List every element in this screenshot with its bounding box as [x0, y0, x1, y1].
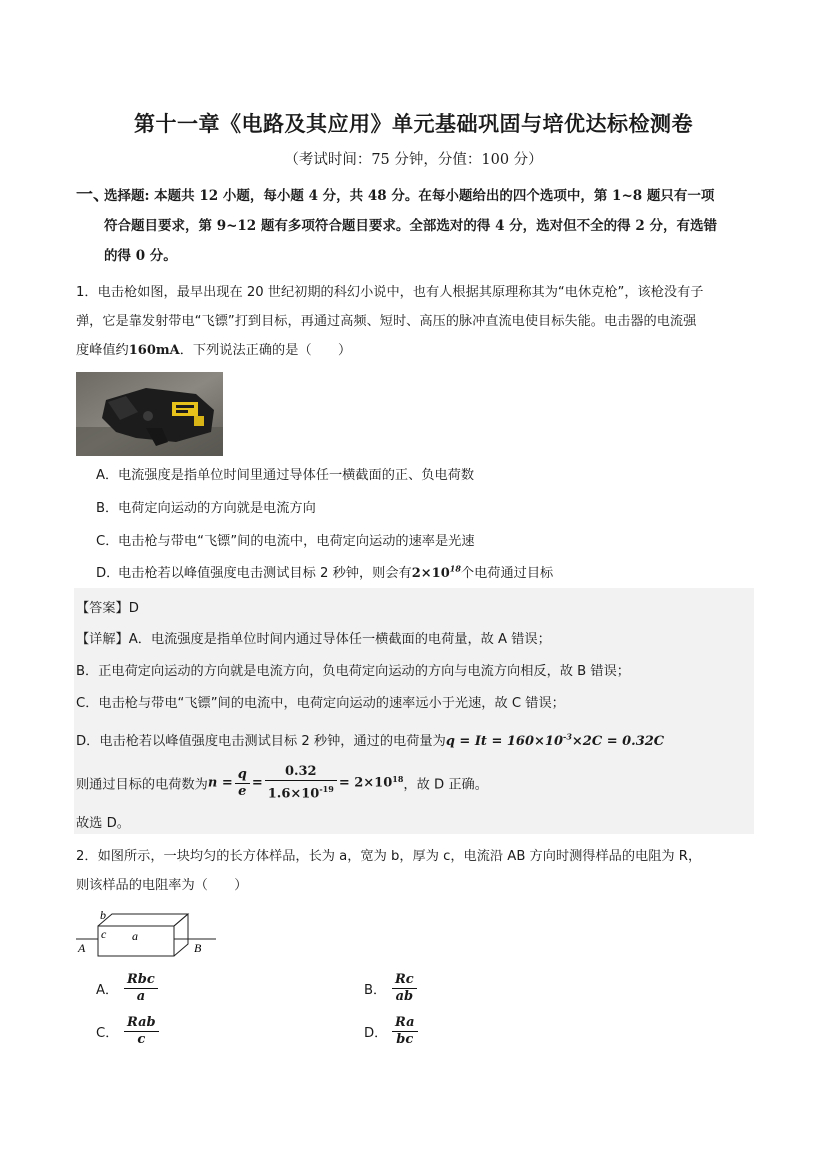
section-line-1: 选择题: 本题共 12 小题，每小题 4 分，共 48 分。在每小题给出的四个选项中，第 1~8 题只有一项 — [104, 188, 715, 204]
label-B: B — [194, 941, 202, 955]
label-a: a — [132, 929, 138, 943]
exam-info: （考试时间：75 分钟，分值：100 分） — [284, 152, 543, 168]
q1-option-c[interactable]: C．电击枪与带电“飞镖”间的电流中，电荷定向运动的速率是光速 — [96, 534, 475, 549]
question-1-line-1: 1．电击枪如图，最早出现在 20 世纪初期的科幻小说中，也有人根据其原理称其为“电休克枪”，该枪没有子 — [76, 285, 704, 300]
label-c: c — [101, 927, 107, 941]
answer-conclusion: 故选 D。 — [76, 816, 130, 831]
label-A: A — [78, 941, 86, 955]
section-line-2: 符合题目要求，第 9~12 题有多项符合题目要求。全部选对的得 4 分，选对但不全的得 2 分，有选错 — [104, 218, 717, 234]
current-value: 160mA — [128, 343, 180, 358]
section-line-3: 的得 0 分。 — [104, 248, 177, 264]
q2-option-c[interactable]: C． $\frac{\text{Rab}}{c}$ — [96, 1015, 161, 1048]
explanation-d: D．电击枪若以峰值强度电击测试目标 2 秒钟，通过的电荷量为$q = It = 160\times 10^{-3}\times 2C = 0.32C$ — [76, 731, 665, 749]
taser-photo — [76, 372, 223, 456]
section-instructions — [76, 180, 766, 271]
question-1-line-2: 弹，它是靠发射带电“飞镖”打到目标，再通过高频、短时、高压的脉冲直流电使目标失能。电击器的电流强 — [76, 314, 697, 329]
question-2-line-2: 则该样品的电阻率为（ ） — [76, 878, 248, 893]
label-b: b — [100, 908, 106, 922]
page-title: 第十一章《电路及其应用》单元基础巩固与培优达标检测卷 — [134, 111, 693, 136]
explanation-count: 则通过目标的电荷数为n = $\frac{q}{e}$ = $\frac{0.32}{1.6\times 10^{-19}}$ = $2\times 10^{18}$，故 D 正确。 — [76, 764, 488, 802]
question-1 — [76, 278, 756, 365]
answer-key: 【答案】D — [76, 601, 139, 616]
explanation-c: C．电击枪与带电“飞镖”间的电流中，电荷定向运动的速率远小于光速，故 C 错误； — [76, 696, 565, 711]
question-2-line-1: 2．如图所示，一块均匀的长方体样品，长为 a，宽为 b，厚为 c，电流沿 AB 方向时测得样品的电阻为 R， — [76, 849, 702, 864]
question-2 — [76, 842, 756, 900]
explanation-a: 【详解】A．电流强度是指单位时间内通过导体任一横截面的电荷量，故 A 错误； — [76, 632, 551, 647]
section-number: 一、 — [76, 185, 110, 205]
q2-option-b[interactable]: B． $\frac{Rc}{ab}$ — [364, 972, 419, 1005]
q2-option-a[interactable]: A． $\frac{\text{Rbc}}{a}$ — [96, 972, 160, 1005]
q2-option-d[interactable]: D． $\frac{Ra}{bc}$ — [364, 1015, 420, 1048]
q1-option-a[interactable]: A．电流强度是指单位时间里通过导体任一横截面的正、负电荷数 — [96, 468, 475, 483]
question-1-line-3: 度峰值约160mA．下列说法正确的是（ ） — [76, 343, 352, 358]
q1-option-d[interactable]: D．电击枪若以峰值强度电击测试目标 2 秒钟，则会有$2\times 10^{18}$个电荷通过目标 — [96, 563, 554, 581]
explanation-b: B．正电荷定向运动的方向就是电流方向，负电荷定向运动的方向与电流方向相反，故 B 错误； — [76, 664, 630, 679]
q1-option-b[interactable]: B．电荷定向运动的方向就是电流方向 — [96, 501, 316, 516]
cuboid-figure — [76, 904, 216, 964]
